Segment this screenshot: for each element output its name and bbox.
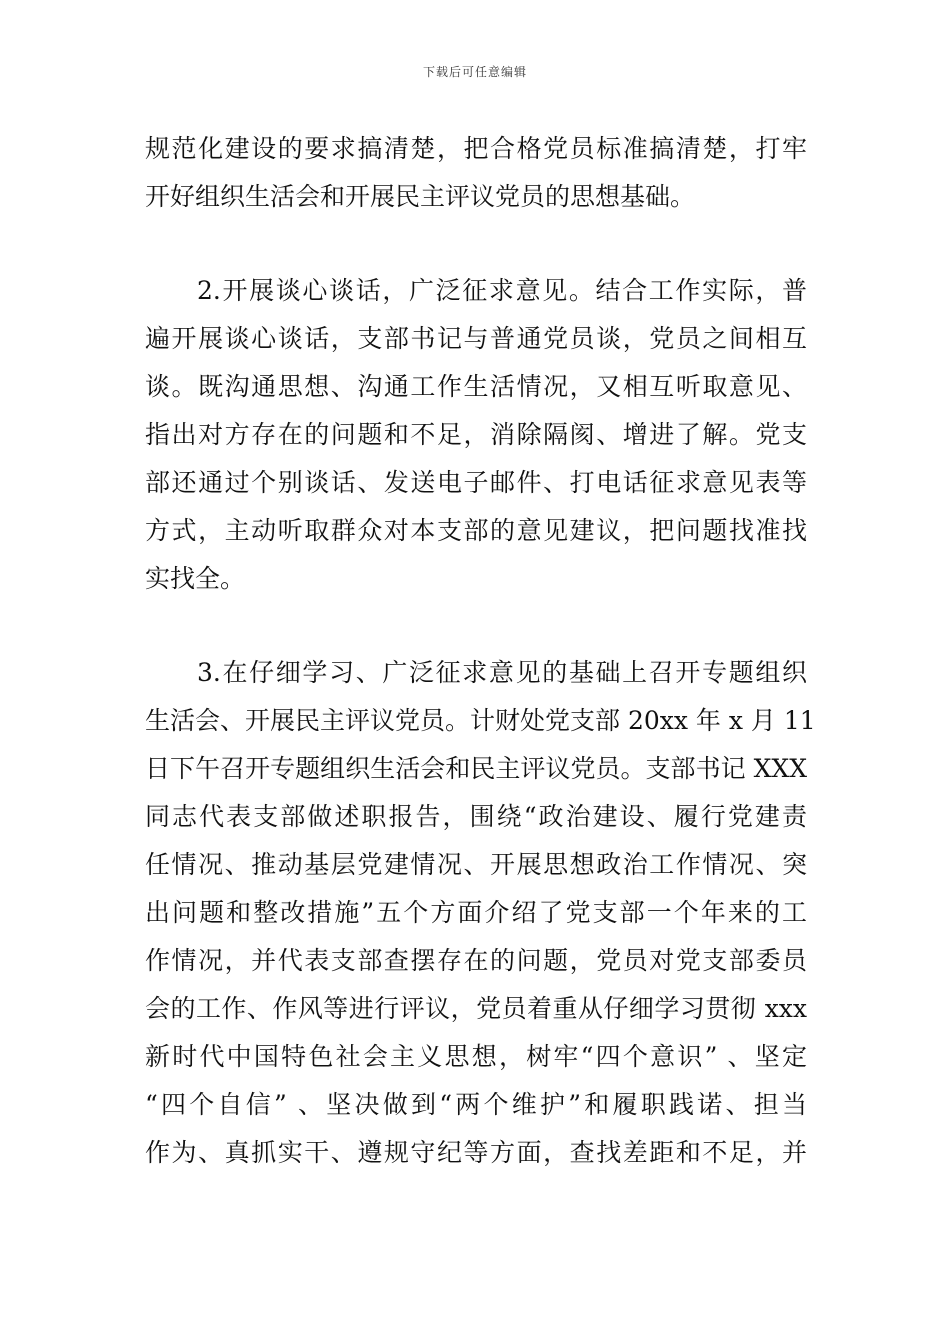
text-line: 生活会、开展民主评议党员。计财处党支部 20xx 年 x 月 11	[145, 706, 816, 735]
text-line: 作为、真抓实干、遵规守纪等方面，查找差距和不足，并	[145, 1138, 807, 1167]
page-header: 下载后可任意编辑	[422, 65, 527, 79]
text-line: 会的工作、作风等进行评议，党员着重从仔细学习贯彻 xxx	[145, 994, 807, 1023]
text-line: “四个自信” 、坚决做到“两个维护”和履职践诺、担当	[145, 1090, 807, 1119]
text-line: 部还通过个别谈话、发送电子邮件、打电话征求意见表等	[145, 468, 807, 497]
text-line: 出问题和整改措施”五个方面介绍了党支部一个年来的工	[145, 898, 807, 927]
text-line: 开好组织生活会和开展民主评议党员的思想基础。	[145, 182, 696, 211]
text-line: 作情况，并代表支部查摆存在的问题，党员对党支部委员	[145, 946, 807, 975]
paragraph-2	[145, 267, 807, 603]
text-line: 日下午召开专题组织生活会和民主评议党员。支部书记 XXX	[145, 754, 807, 783]
paragraph-3	[145, 649, 816, 1177]
paragraph-1	[145, 125, 807, 221]
text-line: 同志代表支部做述职报告，围绕“政治建设、履行党建责	[145, 802, 807, 831]
text-line: 实找全。	[145, 564, 246, 593]
text-line: 2.开展谈心谈话，广泛征求意见。结合工作实际，普	[197, 276, 807, 305]
text-line: 指出对方存在的问题和不足，消除隔阂、增进了解。党支	[145, 420, 807, 449]
text-line: 新时代中国特色社会主义思想，树牢“四个意识” 、坚定	[145, 1042, 807, 1071]
document-body	[145, 125, 816, 1177]
text-line: 3.在仔细学习、广泛征求意见的基础上召开专题组织	[197, 658, 807, 687]
text-line: 任情况、推动基层党建情况、开展思想政治工作情况、突	[145, 850, 807, 879]
text-line: 谈。既沟通思想、沟通工作生活情况，又相互听取意见、	[145, 372, 807, 401]
text-line: 方式，主动听取群众对本支部的意见建议，把问题找准找	[145, 516, 807, 545]
text-line: 遍开展谈心谈话，支部书记与普通党员谈，党员之间相互	[145, 324, 807, 353]
text-line: 规范化建设的要求搞清楚，把合格党员标准搞清楚，打牢	[145, 134, 807, 163]
